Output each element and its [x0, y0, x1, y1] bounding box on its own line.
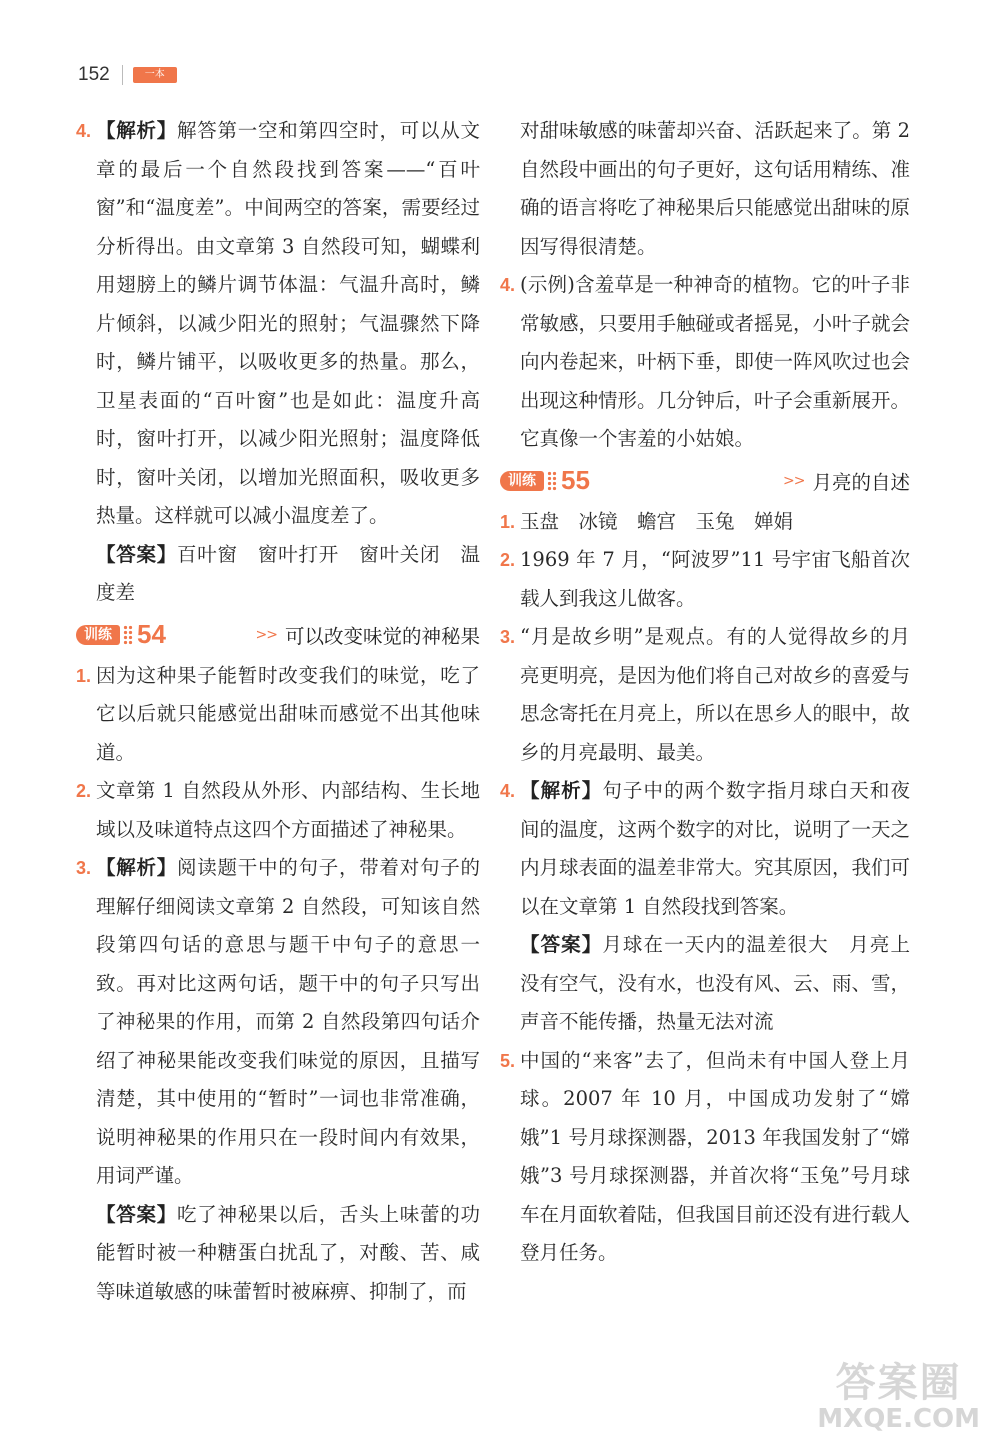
answer-item-4: [500, 772, 910, 926]
dots-icon: [123, 625, 133, 645]
answer-item-3: [76, 849, 480, 1196]
answer-text: 吃了神秘果以后，舌头上味蕾的功能暂时被一种糖蛋白扰乱了，对酸、苦、咸等味道敏感的味蕾暂时被麻痹、抑制了，而: [96, 1202, 480, 1303]
item-text: (示例)含羞草是一种神奇的植物。它的叶子非常敏感，只要用手触碰或者摇晃，小叶子就会向内卷起来，叶柄下垂，即使一阵风吹过也会出现这种情形。几分钟后，叶子会重新展开。它真像一个害羞的小姑娘。: [520, 273, 911, 450]
item-text: [96, 112, 480, 536]
page-number: 152: [78, 64, 110, 85]
answer-line: [76, 536, 480, 613]
item-text: 1969 年 7 月，“阿波罗”11 号宇宙飞船首次载人到我这儿做客。: [520, 548, 910, 610]
section-number: 54: [137, 619, 166, 649]
answer-continuation: 对甜味敏感的味蕾却兴奋、活跃起来了。第 2 自然段中画出的句子更好，这句话用精练、准确的语言将吃了神秘果后只能感觉出甜味的原因写得很清楚。: [520, 119, 911, 258]
dots-icon: [547, 471, 557, 491]
item-number: 5.: [500, 1050, 516, 1071]
double-arrow-icon: >>: [783, 472, 805, 489]
watermark-url: MXQE.COM: [817, 1404, 980, 1434]
analysis-text: 阅读题干中的句子，带着对句子的理解仔细阅读文章第 2 自然段，可知该自然段第四句话的意思与题干中句子的意思一致。再对比这两句话，题干中的句子只写出了神秘果的作用，而第 2 自然段第四句话介绍了神秘果能改变我们味觉的原因，且描写清楚，其中使用的“暂时”一词也非常准确，说明神秘果的作用只在一段时间内有效果，用词严谨。: [96, 856, 480, 1187]
answer-text: 百叶窗 窗叶打开 窗叶关闭 温度差: [96, 542, 480, 604]
watermark-logo: 答案圈: [835, 1360, 962, 1406]
answer-line: [500, 926, 910, 1042]
answer-item-4: [76, 112, 480, 536]
page-header: [78, 62, 177, 88]
section-title: 月亮的自述: [812, 470, 910, 494]
item-number: 1.: [76, 665, 92, 686]
item-text: 因为这种果子能暂时改变我们的味觉，吃了它以后就只能感觉出甜味而感觉不出其他味道。: [96, 663, 480, 764]
section-number: 55: [561, 465, 590, 495]
item-number: 3.: [500, 627, 516, 647]
item-number: 3.: [76, 858, 92, 878]
item-text: 中国的“来客”去了，但尚未有中国人登上月球。2007 年 10 月，中国成功发射了“嫦娥”1 号月球探测器，2013 年我国发射了“嫦娥”3 号月球探测器，并首次将“玉兔”号月球车在月面软着陆，但我国目前还没有进行载人登月任务。: [520, 1048, 911, 1264]
item-text: [520, 772, 910, 926]
right-column: [500, 112, 910, 1273]
double-arrow-icon: >>: [255, 626, 277, 643]
item-text: “月是故乡明”是观点。有的人觉得故乡的月亮更明亮，是因为他们将自己对故乡的喜爱与思念寄托在月亮上，所以在思乡人的眼中，故乡的月亮最明、最美。: [520, 625, 911, 764]
analysis-text: 句子中的两个数字指月球白天和夜间的温度，这两个数字的对比，说明了一天之内月球表面的温差非常大。究其原因，我们可以在文章第 1 自然段找到答案。: [520, 779, 911, 918]
item-number: 4.: [500, 781, 516, 801]
answer-tag: 【答案】: [96, 1202, 177, 1226]
item-number: 2.: [76, 781, 92, 801]
analysis-tag: 【解析】: [520, 779, 603, 802]
analysis-tag: 【解析】: [96, 856, 177, 879]
answer-line: [76, 1196, 480, 1312]
answer-item-3: [500, 618, 910, 772]
answer-tag: 【答案】: [96, 542, 177, 566]
header-divider: [122, 65, 123, 85]
section-header-54: [76, 615, 480, 655]
item-number: 1.: [500, 511, 516, 532]
answer-item-1: [76, 657, 480, 773]
answer-tag: 【答案】: [520, 933, 603, 956]
answer-item-4: [500, 266, 910, 459]
answer-item-2: [76, 772, 480, 849]
series-badge: 一本: [133, 67, 177, 83]
left-column: [76, 112, 480, 1311]
section-label: 训练: [500, 471, 544, 491]
item-number: 4.: [500, 275, 516, 295]
answer-text: 月球在一天内的温差很大 月亮上没有空气，没有水，也没有风、云、雨、雪，声音不能传播，热量无法对流: [520, 933, 911, 1033]
section-title: 可以改变味觉的神秘果: [284, 624, 480, 648]
item-number: 4.: [76, 121, 92, 141]
item-text: [96, 849, 480, 1196]
item-text: 玉盘 冰镜 蟾宫 玉兔 婵娟: [520, 509, 794, 533]
item-number: 2.: [500, 550, 516, 570]
site-watermark: [817, 1361, 980, 1433]
answer-item-2: [500, 541, 910, 618]
section-header-55: [500, 461, 910, 501]
answer-item-5: [500, 1042, 910, 1273]
analysis-text: 解答第一空和第四空时，可以从文章的最后一个自然段找到答案——“百叶窗”和“温度差”。中间两空的答案，需要经过分析得出。由文章第 3 自然段可知，蝴蝶利用翅膀上的鳞片调节体温：气温升高时，鳞片倾斜，以减少阳光的照射；气温骤然下降时，鳞片铺平，以吸收更多的热量。那么，卫星表面的“百叶窗”也是如此：温度升高时，窗叶打开，以减少阳光照射；温度降低时，窗叶关闭，以增加光照面积，吸收更多热量。这样就可以减小温度差了。: [96, 119, 480, 527]
analysis-tag: 【解析】: [96, 119, 177, 142]
answer-item-1: [500, 503, 910, 542]
section-label: 训练: [76, 625, 120, 645]
item-text: 文章第 1 自然段从外形、内部结构、生长地域以及味道特点这四个方面描述了神秘果。: [96, 779, 480, 841]
